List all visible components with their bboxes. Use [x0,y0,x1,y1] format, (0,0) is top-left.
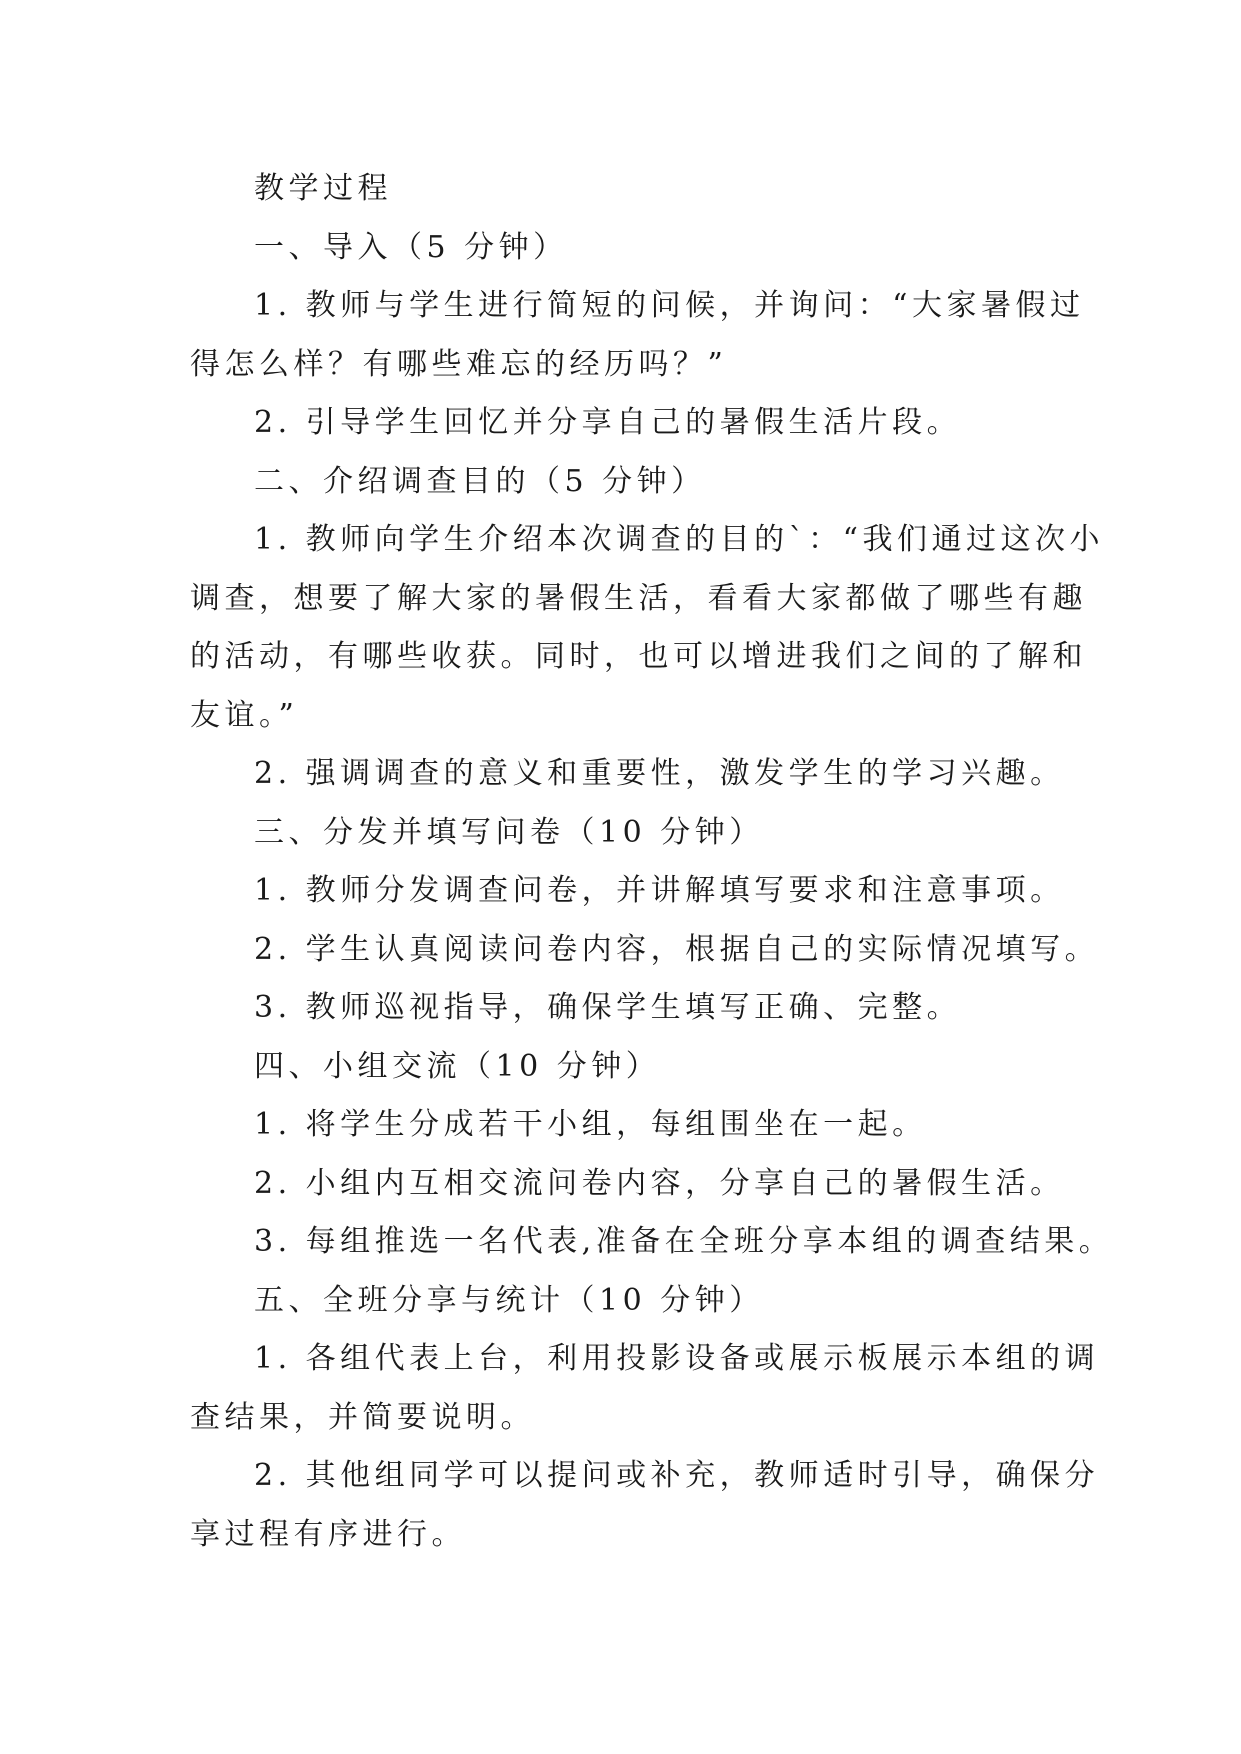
paragraph-line: 1. 教师与学生进行简短的问候，并询问：“大家暑假过 [254,288,1085,323]
section-title: 教学过程 [254,171,392,206]
section-heading-share: 五、全班分享与统计（10 分钟） [254,1282,764,1318]
paragraph-line: 1. 将学生分成若干小组，每组围坐在一起。 [254,1107,927,1142]
paragraph-line: 的活动，有哪些收获。同时，也可以增进我们之间的了解和 [190,639,1087,674]
section-heading-intro: 一、导入（5 分钟） [254,229,568,265]
section-heading-questionnaire: 三、分发并填写问卷（10 分钟） [254,814,764,850]
paragraph-line: 2. 强调调查的意义和重要性，激发学生的学习兴趣。 [254,756,1065,791]
paragraph-line: 3. 每组推选一名代表,准备在全班分享本组的调查结果。 [254,1224,1114,1259]
document-body [190,160,1114,1564]
paragraph-line: 调查，想要了解大家的暑假生活，看看大家都做了哪些有趣 [190,580,1087,616]
paragraph-line: 2. 小组内互相交流问卷内容，分享自己的暑假生活。 [254,1165,1065,1201]
section-heading-purpose: 二、介绍调查目的（5 分钟） [254,463,706,499]
section-heading-group: 四、小组交流（10 分钟） [254,1048,661,1084]
paragraph-line: 1. 教师向学生介绍本次调查的目的`：“我们通过这次小 [254,522,1104,557]
paragraph-line: 3. 教师巡视指导，确保学生填写正确、完整。 [254,990,962,1025]
paragraph-line: 2. 其他组同学可以提问或补充，教师适时引导，确保分 [254,1458,1100,1493]
paragraph-line: 友谊。” [190,697,299,733]
paragraph-line: 1. 教师分发调查问卷，并讲解填写要求和注意事项。 [254,873,1065,908]
paragraph-line: 享过程有序进行。 [190,1516,466,1552]
paragraph-line: 2. 学生认真阅读问卷内容，根据自己的实际情况填写。 [254,931,1100,967]
paragraph-line: 得怎么样？有哪些难忘的经历吗？” [190,346,728,382]
paragraph-line: 查结果，并简要说明。 [190,1399,535,1435]
paragraph-line: 1. 各组代表上台，利用投影设备或展示板展示本组的调 [254,1341,1100,1376]
paragraph-line: 2. 引导学生回忆并分享自己的暑假生活片段。 [254,405,962,440]
